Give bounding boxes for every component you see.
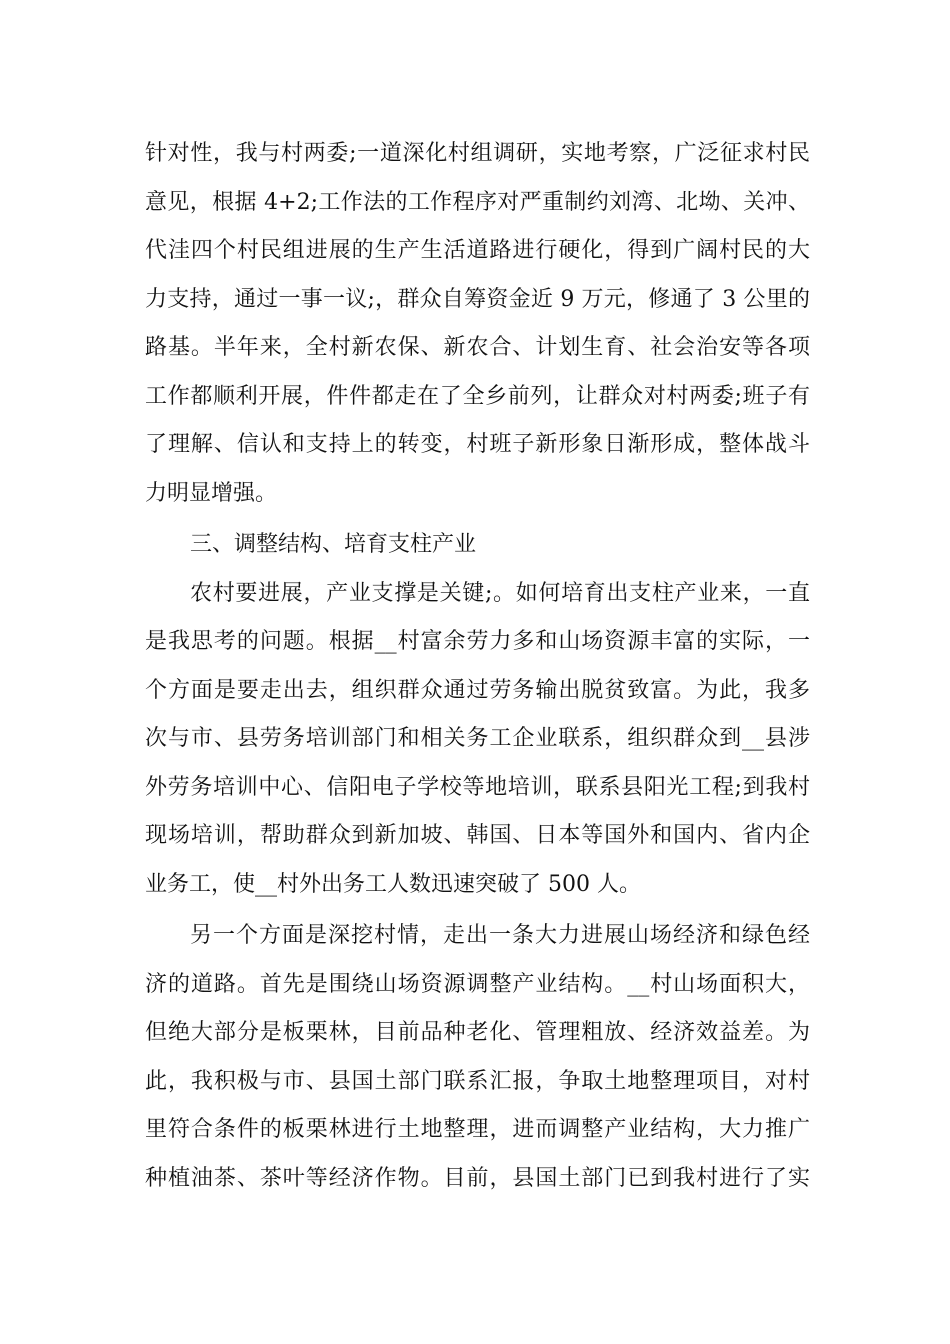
- text-line: 另一个方面是深挖村情，走出一条大力进展山场经济和绿色经: [190, 923, 810, 948]
- text-line: 但绝大部分是板栗林，目前品种老化、管理粗放、经济效益差。为: [145, 1020, 810, 1045]
- text-line: 现场培训，帮助群众到新加坡、韩国、日本等国外和国内、省内企: [145, 823, 810, 848]
- text-line: 外劳务培训中心、信阳电子学校等地培训，联系县阳光工程;到我村: [145, 774, 810, 800]
- heading-line: 三、调整结构、培育支柱产业: [190, 532, 477, 557]
- text-line: 农村要进展，产业支撑是关键;。如何培育出支柱产业来，一直: [190, 580, 810, 606]
- text-line: 工作都顺利开展，件件都走在了全乡前列，让群众对村两委;班子有: [145, 383, 810, 409]
- text-line: 次与市、县劳务培训部门和相关务工企业联系，组织群众到__县涉: [145, 726, 810, 751]
- document-body: [145, 130, 810, 1203]
- text-line: 针对性，我与村两委;一道深化村组调研，实地考察，广泛征求村民: [145, 141, 810, 166]
- text-line: 个方面是要走出去，组织群众通过劳务输出脱贫致富。为此，我多: [145, 677, 810, 703]
- paragraph-labor-export: [145, 570, 810, 910]
- text-line: 里符合条件的板栗林进行土地整理，进而调整产业结构，大力推广: [145, 1117, 810, 1142]
- paragraph-road-construction: [145, 130, 810, 518]
- text-line: 此，我积极与市、县国土部门联系汇报，争取土地整理项目，对村: [145, 1068, 810, 1094]
- text-line: 意见，根据 4+2;工作法的工作程序对严重制约刘湾、北坳、关冲、: [145, 189, 810, 215]
- text-line: 了理解、信认和支持上的转变，村班子新形象日渐形成，整体战斗: [145, 432, 810, 457]
- text-line: 代洼四个村民组进展的生产生活道路进行硬化，得到广阔村民的大: [145, 238, 810, 263]
- text-line: 种植油茶、茶叶等经济作物。目前，县国土部门已到我村进行了实: [145, 1165, 810, 1191]
- text-line: 是我思考的问题。根据__村富余劳力多和山场资源丰富的实际，一: [145, 629, 810, 654]
- text-line: 业务工，使__村外出务工人数迅速突破了 500 人。: [145, 871, 641, 897]
- text-line: 济的道路。首先是围绕山场资源调整产业结构。__村山场面积大，: [145, 971, 810, 997]
- text-line: 路基。半年来，全村新农保、新农合、计划生育、社会治安等各项: [145, 335, 810, 360]
- paragraph-mountain-economy: [145, 912, 810, 1203]
- text-line: 力支持，通过一事一议;，群众自筹资金近 9 万元，修通了 3 公里的: [145, 286, 810, 312]
- section-heading: [145, 521, 810, 570]
- text-line: 力明显增强。: [145, 480, 278, 506]
